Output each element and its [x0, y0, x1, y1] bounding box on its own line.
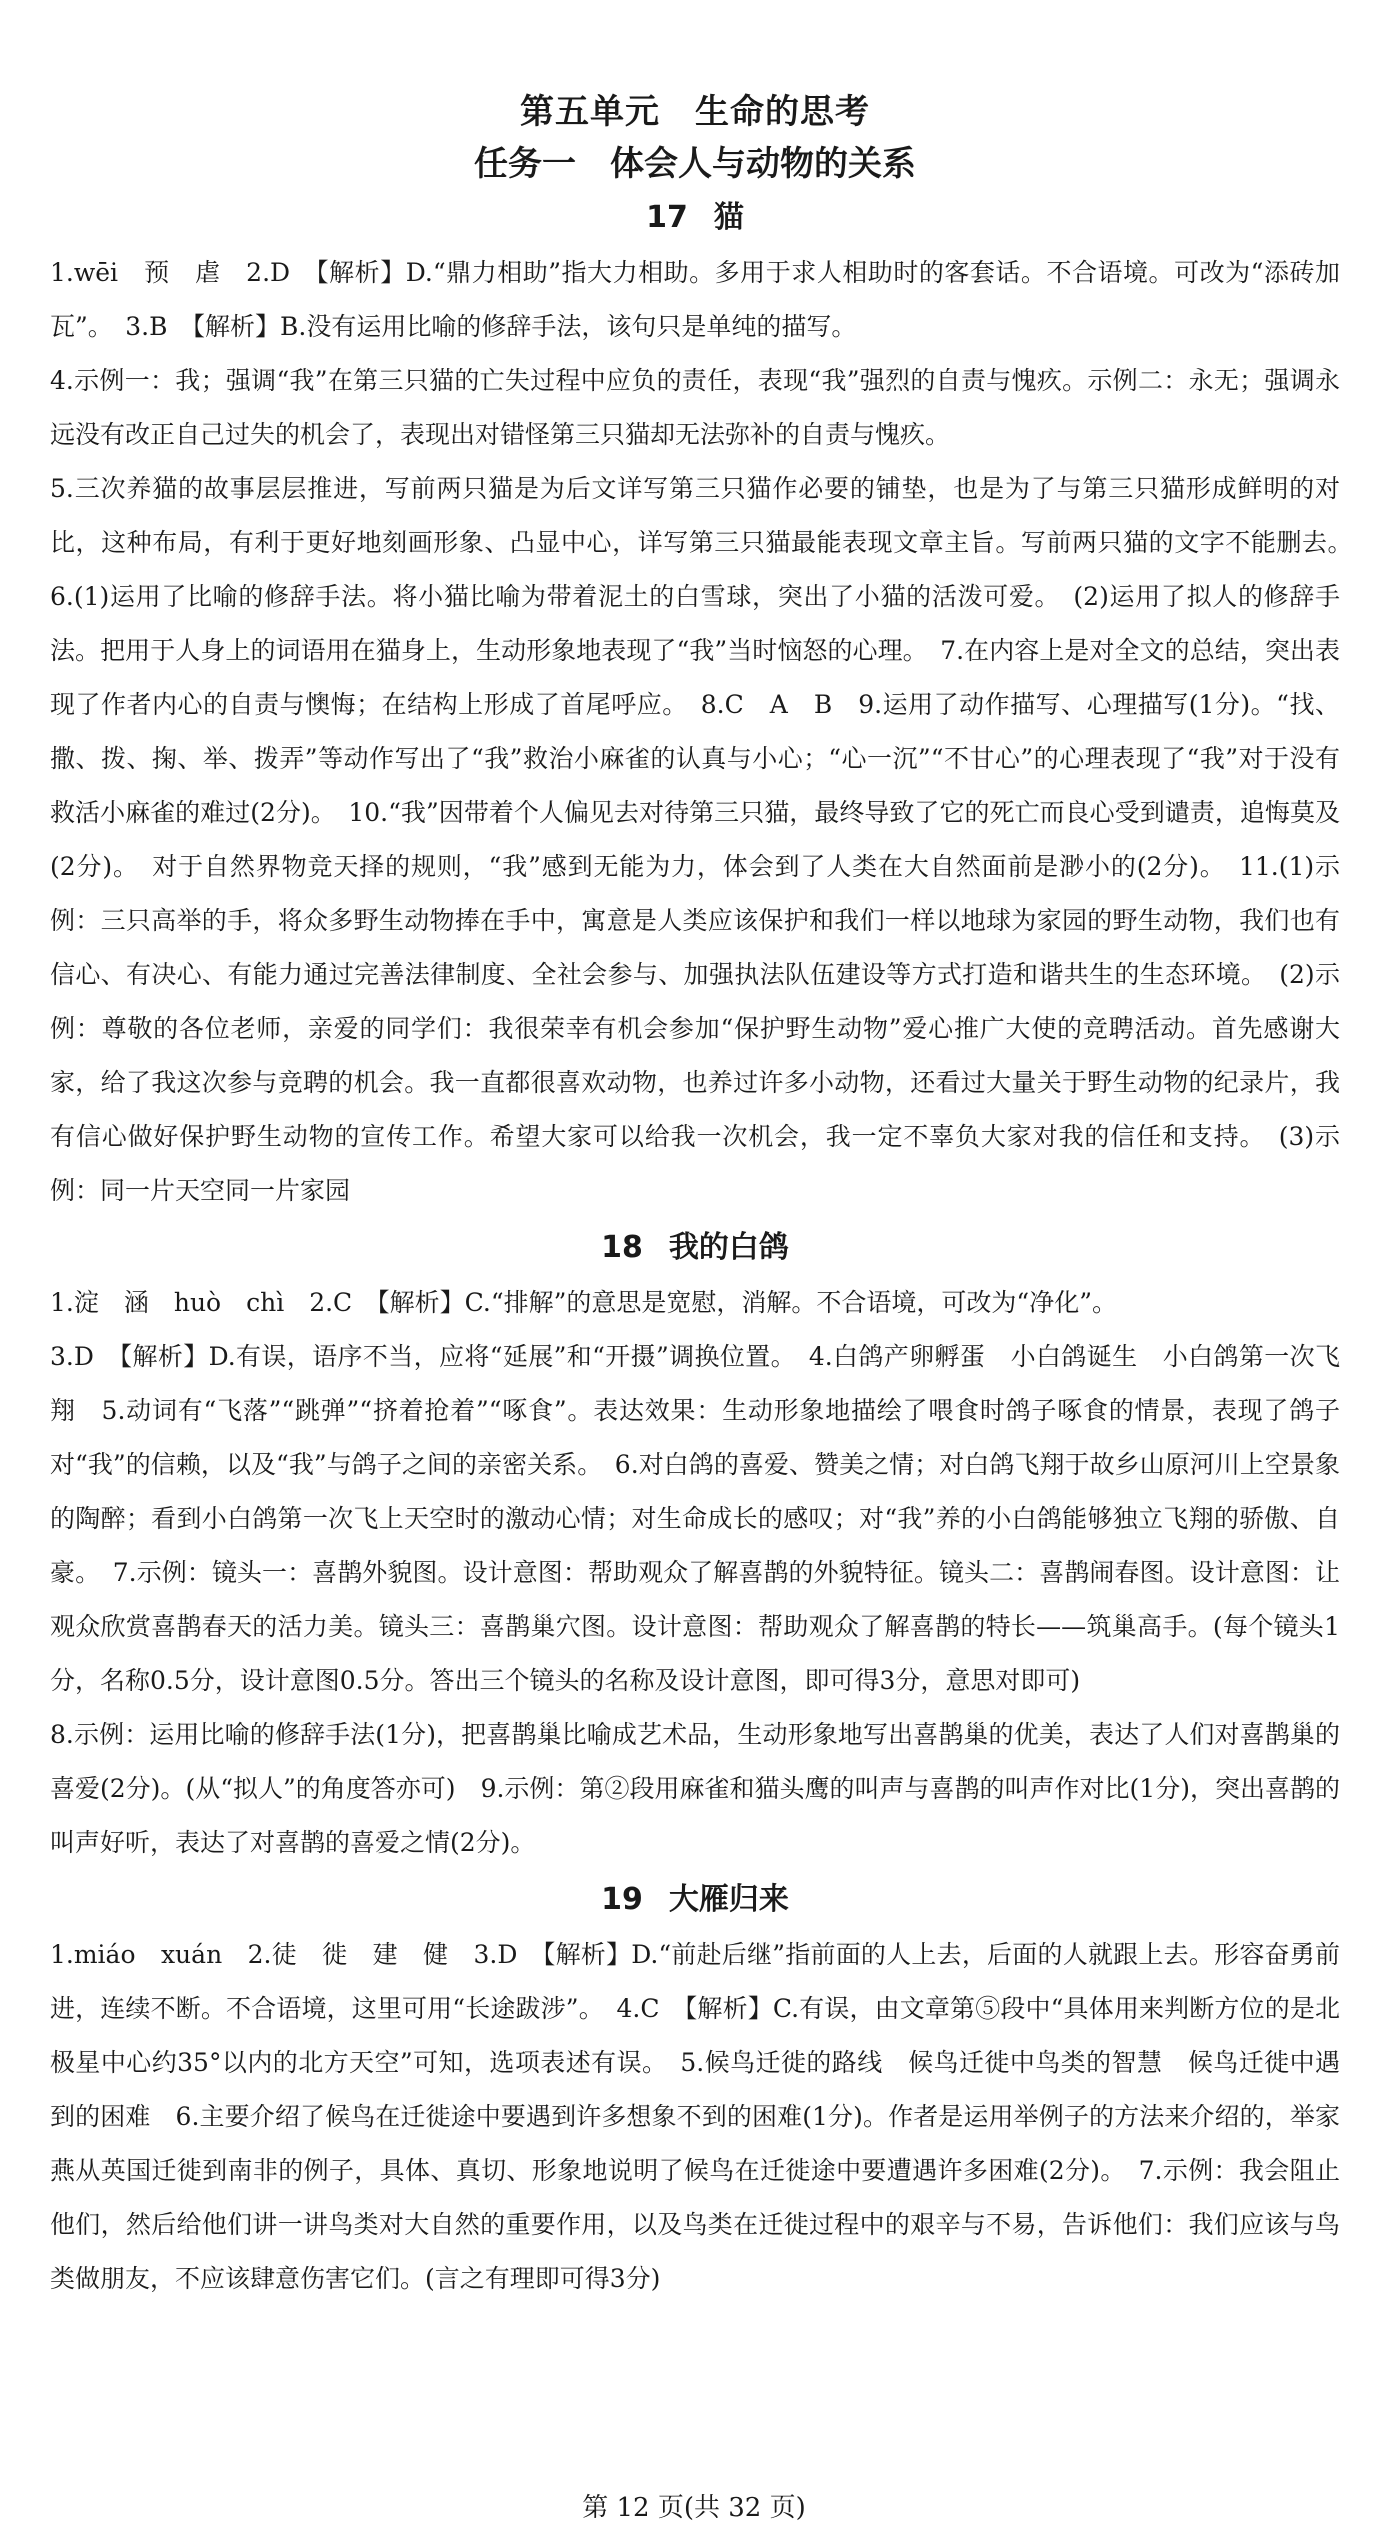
answer-paragraph: 5.三次养猫的故事层层推进，写前两只猫是为后文详写第三只猫作必要的铺垫，也是为了与第三只猫形成鲜明的对比，这种布局，有利于更好地刻画形象、凸显中心，详写第三只猫最能表现文章主旨。写前两只猫的文字不能删去。 6.(1)运用了比喻的修辞手法。将小猫比喻为带着泥土的白雪球，突出了小猫的活泼可爱。 (2)运用了拟人的修辞手法。把用于人身上的词语用在猫身上，生动形象地表现了“我”当时恼怒的心理。 7.在内容上是对全文的总结，突出表现了作者内心的自责与懊悔；在结构上形成了首尾呼应。 8.C A B 9.运用了动作描写、心理描写(1分)。“找、撒、拨、掬、举、拨弄”等动作写出了“我”救治小麻雀的认真与小心；“心一沉”“不甘心”的心理表现了“我”对于没有救活小麻雀的难过(2分)。 10.“我”因带着个人偏见去对待第三只猫，最终导致了它的死亡而良心受到谴责，追悔莫及(2分)。 对于自然界物竞天择的规则，“我”感到无能为力，体会到了人类在大自然面前是渺小的(2分)。 11.(1)示例：三只高举的手，将众多野生动物捧在手中，寓意是人类应该保护和我们一样以地球为家园的野生动物，我们也有信心、有决心、有能力通过完善法律制度、全社会参与、加强执法队伍建设等方式打造和谐共生的生态环境。 (2)示例：尊敬的各位老师，亲爱的同学们：我很荣幸有机会参加“保护野生动物”爱心推广大使的竞聘活动。首先感谢大家，给了我这次参与竞聘的机会。我一直都很喜欢动物，也养过许多小动物，还看过大量关于野生动物的纪录片，我有信心做好保护野生动物的宣传工作。希望大家可以给我一次机会，我一定不辜负大家对我的信任和支持。 (3)示例：同一片天空同一片家园	[50, 474, 1366, 1205]
answer-paragraph: 1.miáo xuán 2.徒 徙 建 健 3.D 【解析】D.“前赴后继”指前面的人上去，后面的人就跟上去。形容奋勇前进，连续不断。不合语境，这里可用“长途跋涉”。 4.C 【解析】C.有误，由文章第⑤段中“具体用来判断方位的是北极星中心约35°以内的北方天空”可知，选项表述有误。 5.候鸟迁徙的路线 候鸟迁徙中鸟类的智慧 候鸟迁徙中遇到的困难 6.主要介绍了候鸟在迁徙途中要遇到许多想象不到的困难(1分)。作者是运用举例子的方法来介绍的，举家燕从英国迁徙到南非的例子，具体、真切、形象地说明了候鸟在迁徙途中要遭遇许多困难(2分)。 7.示例：我会阻止他们，然后给他们讲一讲鸟类对大自然的重要作用，以及鸟类在迁徙过程中的艰辛与不易，告诉他们：我们应该与鸟类做朋友，不应该肆意伤害它们。(言之有理即可得3分)	[50, 1940, 1340, 2293]
lesson-answers	[50, 1928, 1340, 2306]
unit-title: 第五单元 生命的思考	[520, 92, 870, 132]
lesson-title	[50, 1878, 1340, 1922]
lesson-section-17	[50, 196, 1366, 1218]
lesson-name: 我的白鸽	[668, 1230, 789, 1265]
lesson-title	[50, 196, 1340, 240]
lesson-name: 大雁归来	[668, 1882, 789, 1917]
task-title: 任务一 体会人与动物的关系	[474, 144, 916, 184]
lesson-section-18	[50, 1226, 1340, 1870]
lesson-answers	[50, 1276, 1340, 1870]
answer-page	[50, 88, 1366, 2306]
answer-paragraph: 1.淀 涵 huò chì 2.C 【解析】C.“排解”的意思是宽慰，消解。不合语境，可改为“净化”。	[50, 1288, 1117, 1317]
lesson-number: 18	[601, 1230, 643, 1265]
page-number: 第 12 页(共 32 页)	[582, 2493, 806, 2523]
lesson-answers	[50, 246, 1366, 1218]
answer-paragraph: 1.wēi 预 虐 2.D 【解析】D.“鼎力相助”指大力相助。多用于求人相助时的客套话。不合语境。可改为“添砖加瓦”。 3.B 【解析】B.没有运用比喻的修辞手法，该句只是单纯的描写。	[50, 258, 1340, 341]
answer-paragraph: 4.示例一：我；强调“我”在第三只猫的亡失过程中应负的责任，表现“我”强烈的自责与愧疚。示例二：永无；强调永远没有改正自己过失的机会了，表现出对错怪第三只猫却无法弥补的自责与愧疚。	[50, 366, 1340, 449]
lesson-number: 19	[601, 1882, 643, 1917]
answer-paragraph: 3.D 【解析】D.有误，语序不当，应将“延展”和“开摄”调换位置。 4.白鸽产卵孵蛋 小白鸽诞生 小白鸽第一次飞翔 5.动词有“飞落”“跳弹”“挤着抢着”“啄食”。表达效果：生动形象地描绘了喂食时鸽子啄食的情景，表现了鸽子对“我”的信赖，以及“我”与鸽子之间的亲密关系。 6.对白鸽的喜爱、赞美之情；对白鸽飞翔于故乡山原河川上空景象的陶醉；看到小白鸽第一次飞上天空时的激动心情；对生命成长的感叹；对“我”养的小白鸽能够独立飞翔的骄傲、自豪。 7.示例：镜头一：喜鹊外貌图。设计意图：帮助观众了解喜鹊的外貌特征。镜头二：喜鹊闹春图。设计意图：让观众欣赏喜鹊春天的活力美。镜头三：喜鹊巢穴图。设计意图：帮助观众了解喜鹊的特长——筑巢高手。(每个镜头1分，名称0.5分，设计意图0.5分。答出三个镜头的名称及设计意图，即可得3分，意思对即可)	[50, 1342, 1340, 1695]
lesson-number: 17	[646, 200, 688, 235]
lesson-title	[50, 1226, 1340, 1270]
lesson-section-19	[50, 1878, 1340, 2306]
answer-paragraph: 8.示例：运用比喻的修辞手法(1分)，把喜鹊巢比喻成艺术品，生动形象地写出喜鹊巢的优美，表达了人们对喜鹊巢的喜爱(2分)。(从“拟人”的角度答亦可) 9.示例：第②段用麻雀和猫头鹰的叫声与喜鹊的叫声作对比(1分)，突出喜鹊的叫声好听，表达了对喜鹊的喜爱之情(2分)。	[50, 1720, 1340, 1857]
lesson-name: 猫	[713, 200, 744, 235]
